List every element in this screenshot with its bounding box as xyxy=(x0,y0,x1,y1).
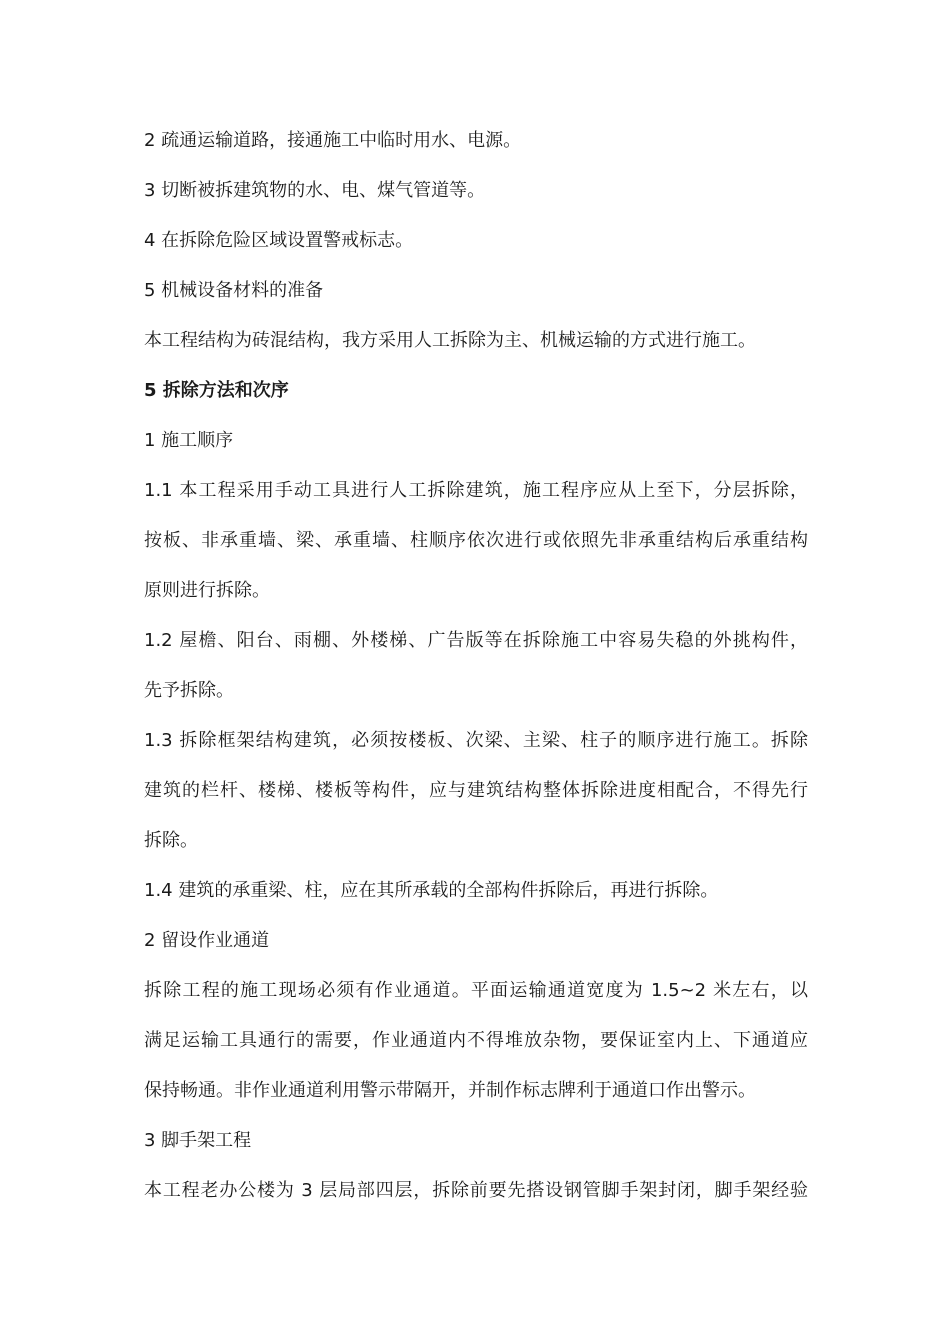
section-heading: 5 拆除方法和次序 xyxy=(144,380,289,401)
text-line: 拆除工程的施工现场必须有作业通道。平面运输通道宽度为 1.5~2 米左右，以 xyxy=(144,980,808,1001)
document-page xyxy=(144,116,808,1216)
text-line: 先予拆除。 xyxy=(144,680,234,701)
text-line: 3 切断被拆建筑物的水、电、煤气管道等。 xyxy=(144,180,486,201)
text-line: 按板、非承重墙、梁、承重墙、柱顺序依次进行或依照先非承重结构后承重结构 xyxy=(144,530,808,551)
text-line: 1.2 屋檐、阳台、雨棚、外楼梯、广告版等在拆除施工中容易失稳的外挑构件， xyxy=(144,630,808,651)
text-line: 建筑的栏杆、楼梯、楼板等构件，应与建筑结构整体拆除进度相配合，不得先行 xyxy=(144,780,808,801)
text-line: 1.1 本工程采用手动工具进行人工拆除建筑，施工程序应从上至下，分层拆除， xyxy=(144,480,808,501)
text-line: 1.3 拆除框架结构建筑，必须按楼板、次梁、主梁、柱子的顺序进行施工。拆除 xyxy=(144,730,808,751)
text-line: 1.4 建筑的承重梁、柱，应在其所承载的全部构件拆除后，再进行拆除。 xyxy=(144,880,719,901)
text-line: 2 疏通运输道路，接通施工中临时用水、电源。 xyxy=(144,130,522,151)
subsection-heading: 3 脚手架工程 xyxy=(144,1130,252,1151)
text-line: 满足运输工具通行的需要，作业通道内不得堆放杂物，要保证室内上、下通道应 xyxy=(144,1030,808,1051)
text-line: 本工程结构为砖混结构，我方采用人工拆除为主、机械运输的方式进行施工。 xyxy=(144,330,756,351)
subsection-heading: 2 留设作业通道 xyxy=(144,930,270,951)
text-line: 5 机械设备材料的准备 xyxy=(144,280,324,301)
text-line: 保持畅通。非作业通道利用警示带隔开，并制作标志牌利于通道口作出警示。 xyxy=(144,1080,756,1101)
text-line: 本工程老办公楼为 3 层局部四层，拆除前要先搭设钢管脚手架封闭，脚手架经验 xyxy=(144,1180,808,1201)
text-line: 4 在拆除危险区域设置警戒标志。 xyxy=(144,230,414,251)
text-line: 原则进行拆除。 xyxy=(144,580,270,601)
text-line: 拆除。 xyxy=(144,830,198,851)
subsection-heading: 1 施工顺序 xyxy=(144,430,234,451)
